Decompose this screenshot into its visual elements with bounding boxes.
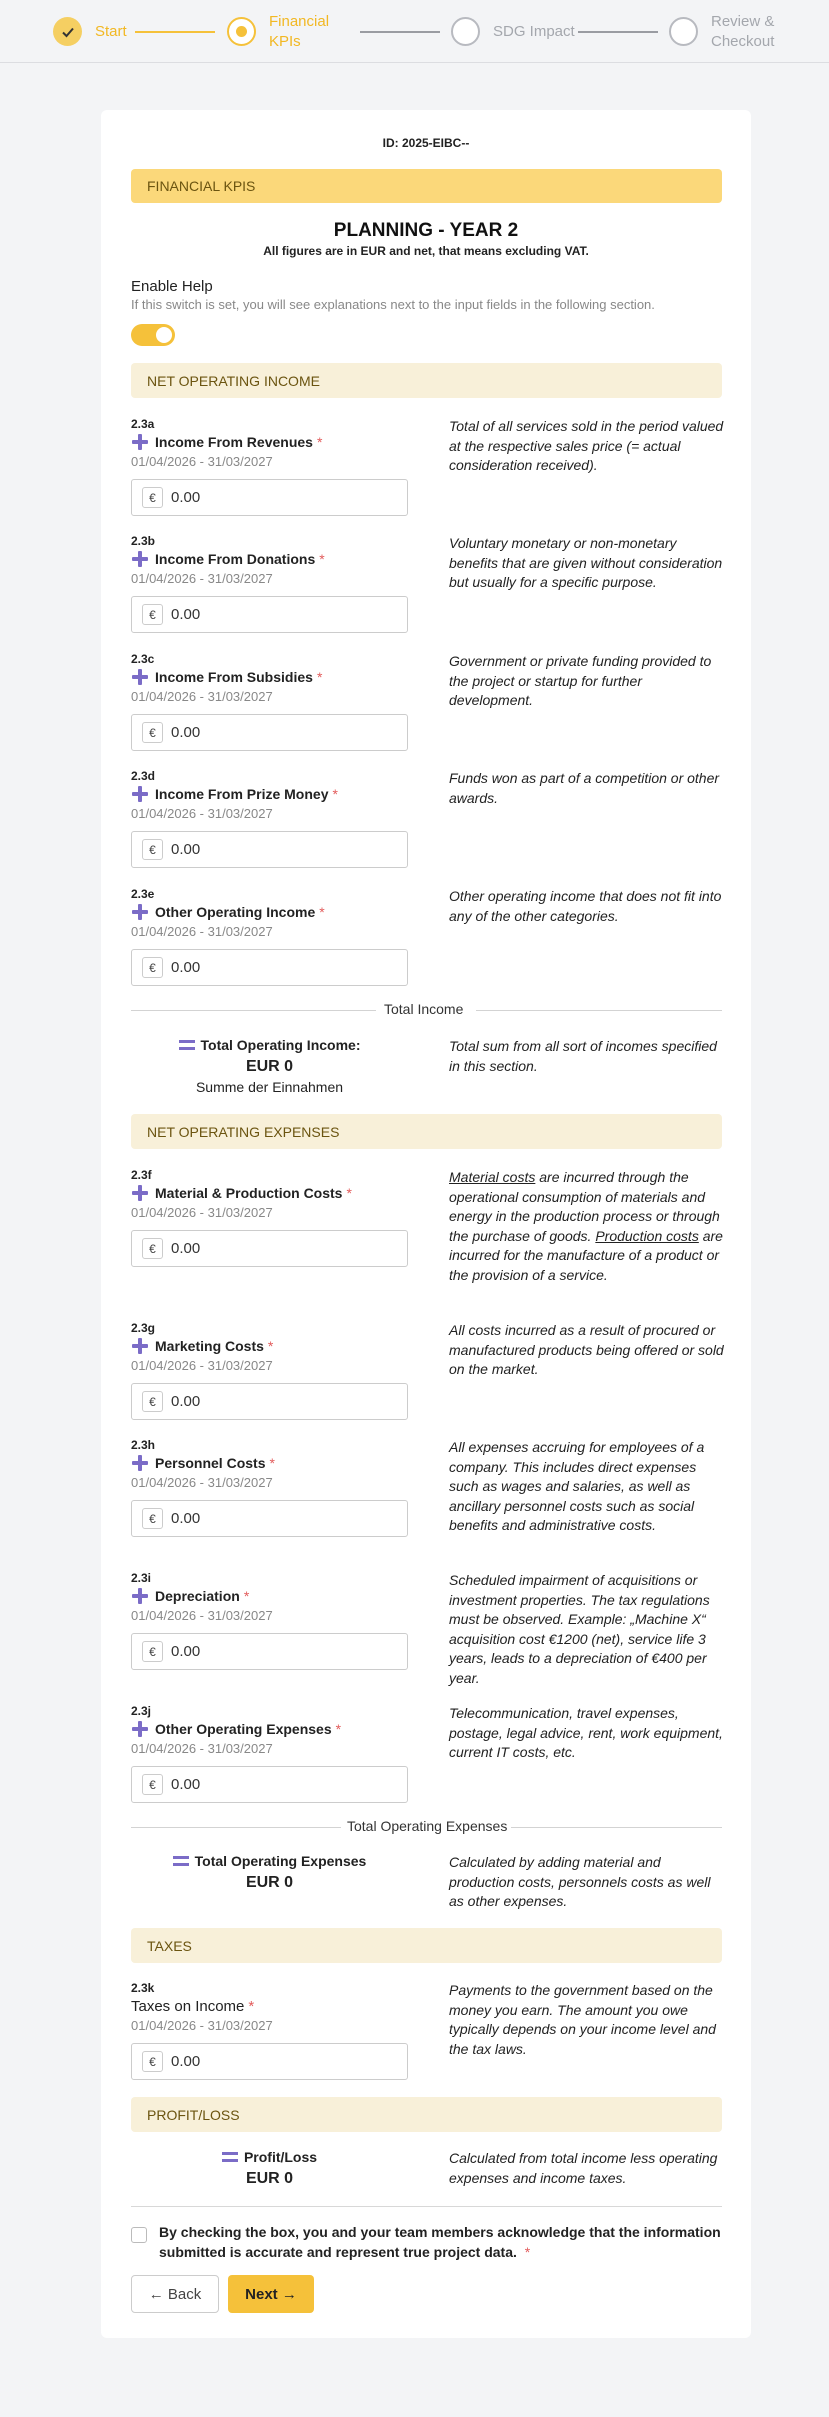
field-code: 2.3j <box>131 1704 152 1718</box>
equals-icon <box>173 1856 189 1866</box>
profit-loss-summary <box>131 2149 722 2199</box>
euro-icon: € <box>142 1238 163 1259</box>
field-help-text: Material costs are incurred through the operational consumption of materials and energy in the production process or through the purchase of goods. Production costs are incurred for the manufacture of a product or the provision of a service. <box>449 1169 723 1283</box>
field-help-text: Calculated by adding material and production costs, personnels costs as well as other expenses. <box>449 1854 711 1909</box>
total-operating-income <box>131 1037 722 1097</box>
total-value: EUR 0 <box>245 1874 294 1891</box>
euro-icon: € <box>142 604 163 625</box>
field-period: 01/04/2026 - 31/03/2027 <box>131 1608 273 1623</box>
required-mark: * <box>319 551 325 567</box>
field-label: Income From Subsidies * <box>131 667 322 687</box>
section-net-operating-income: NET OPERATING INCOME <box>131 363 722 398</box>
total-income-divider <box>131 1000 722 1020</box>
field-depreciation <box>131 1571 722 1701</box>
required-mark: * <box>524 2244 531 2260</box>
step-connector <box>578 31 658 33</box>
field-income-subsidies <box>131 652 722 762</box>
personnel-costs-input[interactable]: € 0.00 <box>131 1500 408 1537</box>
page-title: PLANNING - YEAR 2 <box>333 220 519 241</box>
help-toggle-description: If this switch is set, you will see explanations next to the input fields in the following section. <box>131 297 655 312</box>
step-label: Review & Checkout <box>711 12 775 50</box>
plus-icon <box>131 1587 149 1605</box>
step-connector <box>135 31 215 33</box>
plus-icon <box>131 550 149 568</box>
required-mark: * <box>316 434 323 450</box>
divider-label: Total Income <box>384 1001 464 1017</box>
field-period: 01/04/2026 - 31/03/2027 <box>131 1475 273 1490</box>
field-help-text: Voluntary monetary or non-monetary benefits that are given without consideration but usually for a specific purpose. <box>449 535 723 590</box>
field-help-text: Total sum from all sort of incomes specified in this section. <box>449 1038 717 1074</box>
other-operating-income-input[interactable]: € 0.00 <box>131 949 408 986</box>
step-financial-kpis[interactable] <box>227 0 329 63</box>
required-mark: * <box>335 1721 342 1737</box>
next-button[interactable]: Next → <box>228 2275 314 2313</box>
field-income-prize-money <box>131 769 722 879</box>
step-label: Start <box>95 22 127 40</box>
field-label: Other Operating Expenses * <box>131 1719 341 1739</box>
total-expenses-divider <box>131 1817 722 1837</box>
section-profit-loss: PROFIT/LOSS <box>131 2097 722 2132</box>
form-card <box>101 110 751 2338</box>
field-income-donations <box>131 534 722 644</box>
page-banner: FINANCIAL KPIS <box>131 169 722 203</box>
field-label: Income From Prize Money * <box>131 784 338 804</box>
income-subsidies-input[interactable]: € 0.00 <box>131 714 408 751</box>
help-toggle[interactable] <box>131 324 175 346</box>
depreciation-input[interactable]: € 0.00 <box>131 1633 408 1670</box>
required-mark: * <box>243 1588 250 1604</box>
acknowledge-label: By checking the box, you and your team members acknowledge that the information submitted is accurate and represent true project data. * <box>159 2224 721 2260</box>
progress-stepper <box>0 0 829 63</box>
step-sdg-impact[interactable] <box>451 0 575 63</box>
field-code: 2.3d <box>131 769 156 783</box>
taxes-on-income-input[interactable]: € 0.00 <box>131 2043 408 2080</box>
field-label: Material & Production Costs * <box>131 1183 352 1203</box>
page-subtitle: All figures are in EUR and net, that means excluding VAT. <box>263 244 589 258</box>
plus-icon <box>131 1454 149 1472</box>
euro-icon: € <box>142 839 163 860</box>
field-help-text: Total of all services sold in the period valued at the respective sales price (= actual consideration received). <box>449 418 724 473</box>
field-period: 01/04/2026 - 31/03/2027 <box>131 924 273 939</box>
plus-icon <box>131 1720 149 1738</box>
field-taxes-on-income <box>131 1981 722 2091</box>
material-production-costs-input[interactable]: € 0.00 <box>131 1230 408 1267</box>
plus-icon <box>131 668 149 686</box>
euro-icon: € <box>142 2051 163 2072</box>
step-connector <box>360 31 440 33</box>
field-code: 2.3k <box>131 1981 155 1995</box>
step-label: SDG Impact <box>493 22 575 40</box>
euro-icon: € <box>142 957 163 978</box>
plus-icon <box>131 1337 149 1355</box>
field-code: 2.3c <box>131 652 155 666</box>
total-label: Total Operating Income: <box>179 1037 361 1053</box>
application-id: ID: 2025-EIBC-- <box>382 136 470 150</box>
field-period: 01/04/2026 - 31/03/2027 <box>131 571 273 586</box>
divider-label: Total Operating Expenses <box>347 1818 508 1834</box>
field-other-operating-income <box>131 887 722 997</box>
field-label: Taxes on Income * <box>131 1997 255 2015</box>
field-marketing-costs <box>131 1321 722 1431</box>
plus-icon <box>131 903 149 921</box>
current-step-icon <box>227 17 256 46</box>
field-help-text: Government or private funding provided to the project or startup for further development. <box>449 653 712 708</box>
total-label: Total Operating Expenses <box>173 1853 367 1869</box>
field-period: 01/04/2026 - 31/03/2027 <box>131 806 273 821</box>
acknowledge-checkbox[interactable] <box>131 2227 147 2243</box>
field-period: 01/04/2026 - 31/03/2027 <box>131 689 273 704</box>
back-button[interactable]: ← Back <box>131 2275 219 2313</box>
field-code: 2.3a <box>131 417 155 431</box>
field-code: 2.3e <box>131 887 155 901</box>
pending-step-icon <box>451 17 480 46</box>
pending-step-icon <box>669 17 698 46</box>
step-label: Financial KPIs <box>269 12 330 50</box>
field-income-revenues <box>131 417 722 527</box>
euro-icon: € <box>142 487 163 508</box>
help-toggle-label: Enable Help <box>131 278 213 295</box>
field-other-operating-expenses <box>131 1704 722 1814</box>
field-code: 2.3h <box>131 1438 156 1452</box>
section-taxes: TAXES <box>131 1928 722 1963</box>
euro-icon: € <box>142 1774 163 1795</box>
total-value: EUR 0 <box>245 2170 294 2187</box>
total-value: EUR 0 <box>245 1058 294 1075</box>
income-revenues-input[interactable]: € 0.00 <box>131 479 408 516</box>
divider <box>131 2206 722 2207</box>
total-label: Profit/Loss <box>222 2149 317 2165</box>
field-label: Marketing Costs * <box>131 1336 273 1356</box>
required-mark: * <box>319 904 325 920</box>
section-net-operating-expenses: NET OPERATING EXPENSES <box>131 1114 722 1149</box>
income-prize-money-input[interactable]: € 0.00 <box>131 831 408 868</box>
plus-icon <box>131 785 149 803</box>
euro-icon: € <box>142 1508 163 1529</box>
field-period: 01/04/2026 - 31/03/2027 <box>131 1205 273 1220</box>
field-label: Depreciation * <box>131 1586 249 1606</box>
step-review-checkout[interactable] <box>669 0 774 63</box>
field-label: Personnel Costs * <box>131 1453 275 1473</box>
field-code: 2.3g <box>131 1321 156 1335</box>
euro-icon: € <box>142 1641 163 1662</box>
field-help-text: All expenses accruing for employees of a company. This includes direct expenses such as wages and salaries, as well as ancillary personnel costs such as social benefits and administrative costs. <box>449 1439 705 1533</box>
field-help-text: All costs incurred as a result of procured or manufactured products being offered or sold on the market. <box>449 1322 724 1377</box>
required-mark: * <box>267 1338 274 1354</box>
field-code: 2.3f <box>131 1168 152 1182</box>
total-operating-expenses <box>131 1853 722 1913</box>
field-code: 2.3i <box>131 1571 152 1585</box>
field-label: Income From Revenues * <box>131 432 322 452</box>
field-period: 01/04/2026 - 31/03/2027 <box>131 2018 273 2033</box>
field-label: Income From Donations * <box>131 549 325 569</box>
check-icon <box>53 17 82 46</box>
other-operating-expenses-input[interactable]: € 0.00 <box>131 1766 408 1803</box>
field-help-text: Other operating income that does not fit into any of the other categories. <box>449 888 722 924</box>
euro-icon: € <box>142 1391 163 1412</box>
plus-icon <box>131 433 149 451</box>
field-help-text: Funds won as part of a competition or other awards. <box>449 770 720 806</box>
field-period: 01/04/2026 - 31/03/2027 <box>131 454 273 469</box>
field-period: 01/04/2026 - 31/03/2027 <box>131 1741 273 1756</box>
field-code: 2.3b <box>131 534 156 548</box>
marketing-costs-input[interactable]: € 0.00 <box>131 1383 408 1420</box>
required-mark: * <box>269 1455 275 1471</box>
field-help-text: Scheduled impairment of acquisitions or investment properties. The tax regulations must be observed. Example: „Machine X“ acquisition cost €1200 (net), service life 3 years, leads to a depreciation of €400 per year. <box>449 1572 710 1686</box>
euro-icon: € <box>142 722 163 743</box>
field-help-text: Payments to the government based on the money you earn. The amount you owe typically depends on your income level and the tax laws. <box>449 1982 716 2057</box>
equals-icon <box>222 2152 238 2162</box>
step-start[interactable] <box>53 0 127 63</box>
plus-icon <box>131 1184 149 1202</box>
field-help-text: Calculated from total income less operating expenses and income taxes. <box>449 2150 718 2186</box>
income-donations-input[interactable]: € 0.00 <box>131 596 408 633</box>
required-mark: * <box>248 1997 255 2015</box>
total-sublabel: Summe der Einnahmen <box>195 1079 344 1095</box>
field-help-text: Telecommunication, travel expenses, postage, legal advice, rent, work equipment, current IT costs, etc. <box>449 1705 723 1760</box>
required-mark: * <box>316 669 323 685</box>
equals-icon <box>179 1040 195 1050</box>
field-period: 01/04/2026 - 31/03/2027 <box>131 1358 273 1373</box>
field-material-production-costs <box>131 1168 722 1308</box>
required-mark: * <box>346 1185 352 1201</box>
field-label: Other Operating Income * <box>131 902 325 922</box>
required-mark: * <box>332 786 338 802</box>
field-personnel-costs <box>131 1438 722 1568</box>
